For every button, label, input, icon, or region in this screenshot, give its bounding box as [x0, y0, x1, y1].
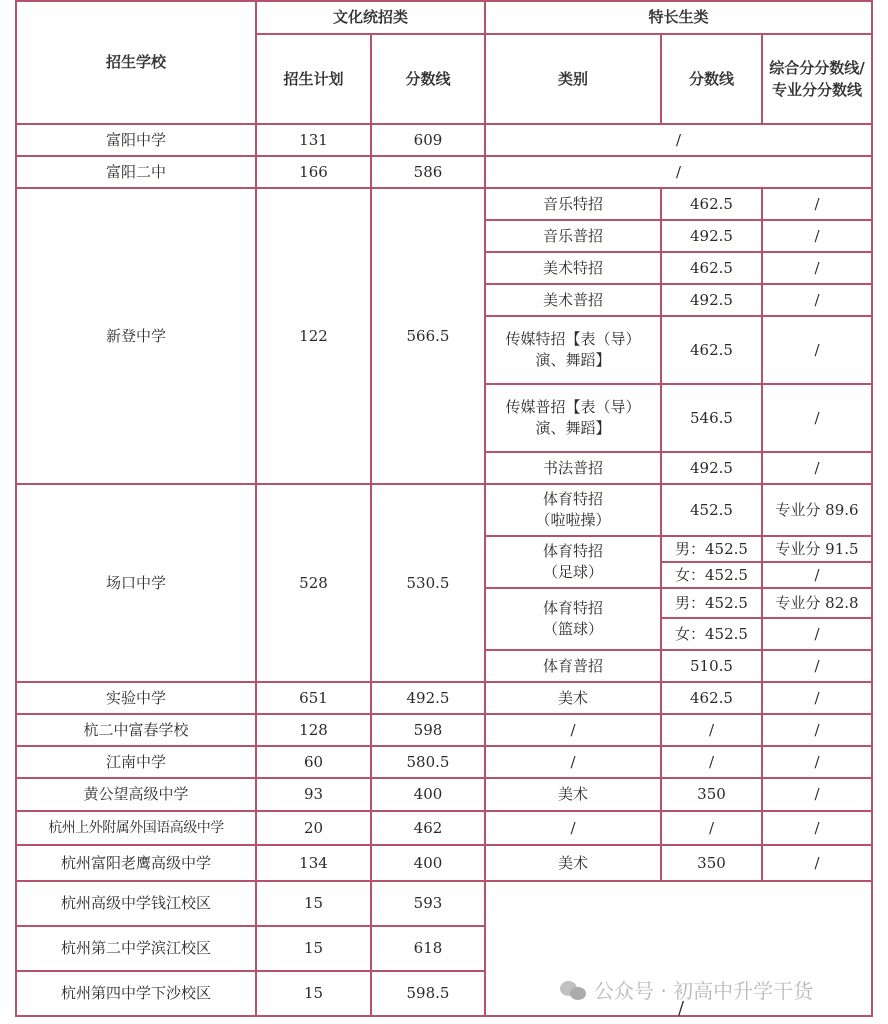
special-score: 350: [661, 778, 762, 811]
plan: 122: [256, 188, 371, 484]
pro-score: /: [762, 188, 872, 220]
table-row: [16, 156, 872, 188]
header-category: 类别: [485, 34, 661, 124]
pro-score: /: [762, 220, 872, 252]
pro-score: /: [762, 778, 872, 811]
pro-score: /: [762, 746, 872, 778]
watermark-text: 公众号 · 初高中升学干货: [594, 979, 814, 1003]
table-row: [16, 682, 872, 714]
table-row: [16, 881, 872, 926]
special-score: /: [661, 714, 762, 746]
school-name: 富阳二中: [16, 156, 256, 188]
pro-score: /: [762, 284, 872, 316]
table-row: [16, 484, 872, 536]
special-score: 510.5: [661, 650, 762, 682]
admission-score-table: [15, 0, 873, 1017]
score: 593: [371, 881, 485, 926]
special-category: 美术: [485, 682, 661, 714]
special-score-male: 男：452.5: [661, 588, 762, 618]
special-category: 体育特招（篮球）: [485, 588, 661, 650]
plan: 15: [256, 971, 371, 1016]
header-culture-score: 分数线: [371, 34, 485, 124]
special-score: 492.5: [661, 284, 762, 316]
special-category: 体育普招: [485, 650, 661, 682]
header-special-group: 特长生类: [485, 1, 872, 34]
special-category: 传媒普招【表（导）演、舞蹈】: [485, 384, 661, 452]
pro-score: /: [762, 650, 872, 682]
special-none: /: [485, 156, 872, 188]
school-name: 新登中学: [16, 188, 256, 484]
special-category: 传媒特招【表（导）演、舞蹈】: [485, 316, 661, 384]
special-score: 462.5: [661, 188, 762, 220]
header-school: 招生学校: [16, 1, 256, 124]
special-score: /: [661, 811, 762, 845]
special-score: /: [661, 746, 762, 778]
table-row: [16, 746, 872, 778]
special-score: 462.5: [661, 682, 762, 714]
pro-score: /: [762, 252, 872, 284]
special-score: 462.5: [661, 316, 762, 384]
campus-special-slash: /: [678, 998, 685, 1019]
plan: 131: [256, 124, 371, 156]
pro-score: /: [762, 811, 872, 845]
plan: 134: [256, 845, 371, 881]
table-row: [16, 124, 872, 156]
special-category: 美术特招: [485, 252, 661, 284]
special-category: 书法普招: [485, 452, 661, 484]
school-name: 杭州高级中学钱江校区: [16, 881, 256, 926]
school-name: 杭州上外附属外国语高级中学: [16, 811, 256, 845]
special-none: /: [485, 124, 872, 156]
table-row: [16, 778, 872, 811]
pro-score: /: [762, 714, 872, 746]
pro-score-female: /: [762, 562, 872, 588]
special-score: 452.5: [661, 484, 762, 536]
plan: 15: [256, 926, 371, 971]
score: 462: [371, 811, 485, 845]
special-category: 体育特招（足球）: [485, 536, 661, 588]
score: 618: [371, 926, 485, 971]
special-category: 美术: [485, 778, 661, 811]
pro-score: /: [762, 316, 872, 384]
score: 400: [371, 845, 485, 881]
plan: 651: [256, 682, 371, 714]
pro-score-female: /: [762, 618, 872, 650]
header-special-score: 分数线: [661, 34, 762, 124]
score: 400: [371, 778, 485, 811]
special-score-female: 女：452.5: [661, 618, 762, 650]
special-score-female: 女：452.5: [661, 562, 762, 588]
score: 598: [371, 714, 485, 746]
special-score-male: 男：452.5: [661, 536, 762, 562]
pro-score-male: 专业分 82.8: [762, 588, 872, 618]
school-name: 黄公望高级中学: [16, 778, 256, 811]
special-category: 美术普招: [485, 284, 661, 316]
school-name: 江南中学: [16, 746, 256, 778]
school-name: 实验中学: [16, 682, 256, 714]
school-name: 杭州第二中学滨江校区: [16, 926, 256, 971]
special-category: /: [485, 714, 661, 746]
pro-score: /: [762, 682, 872, 714]
table-row: [16, 188, 872, 220]
watermark: [560, 975, 813, 1004]
score: 586: [371, 156, 485, 188]
special-category: /: [485, 811, 661, 845]
score: 492.5: [371, 682, 485, 714]
plan: 166: [256, 156, 371, 188]
special-category: 美术: [485, 845, 661, 881]
header-combined-score: 综合分分数线/专业分分数线: [762, 34, 872, 124]
special-score: 462.5: [661, 252, 762, 284]
school-name: 场口中学: [16, 484, 256, 682]
special-score: 492.5: [661, 220, 762, 252]
score: 580.5: [371, 746, 485, 778]
table-row: [16, 845, 872, 881]
table-row: [16, 714, 872, 746]
plan: 15: [256, 881, 371, 926]
special-category: 音乐特招: [485, 188, 661, 220]
pro-score: /: [762, 384, 872, 452]
plan: 20: [256, 811, 371, 845]
plan: 128: [256, 714, 371, 746]
school-name: 杭二中富春学校: [16, 714, 256, 746]
pro-score-male: 专业分 91.5: [762, 536, 872, 562]
special-score: 546.5: [661, 384, 762, 452]
special-score: 492.5: [661, 452, 762, 484]
school-name: 杭州第四中学下沙校区: [16, 971, 256, 1016]
pro-score: /: [762, 452, 872, 484]
score: 609: [371, 124, 485, 156]
special-category: 体育特招（啦啦操）: [485, 484, 661, 536]
plan: 93: [256, 778, 371, 811]
special-category: 音乐普招: [485, 220, 661, 252]
school-name: 富阳中学: [16, 124, 256, 156]
pro-score: /: [762, 845, 872, 881]
score: 598.5: [371, 971, 485, 1016]
score: 530.5: [371, 484, 485, 682]
plan: 528: [256, 484, 371, 682]
plan: 60: [256, 746, 371, 778]
header-culture-group: 文化统招类: [256, 1, 485, 34]
pro-score: 专业分 89.6: [762, 484, 872, 536]
table-row: [16, 811, 872, 845]
school-name: 杭州富阳老鹰高级中学: [16, 845, 256, 881]
wechat-icon: [560, 979, 588, 1001]
special-score: 350: [661, 845, 762, 881]
score: 566.5: [371, 188, 485, 484]
header-plan: 招生计划: [256, 34, 371, 124]
special-category: /: [485, 746, 661, 778]
